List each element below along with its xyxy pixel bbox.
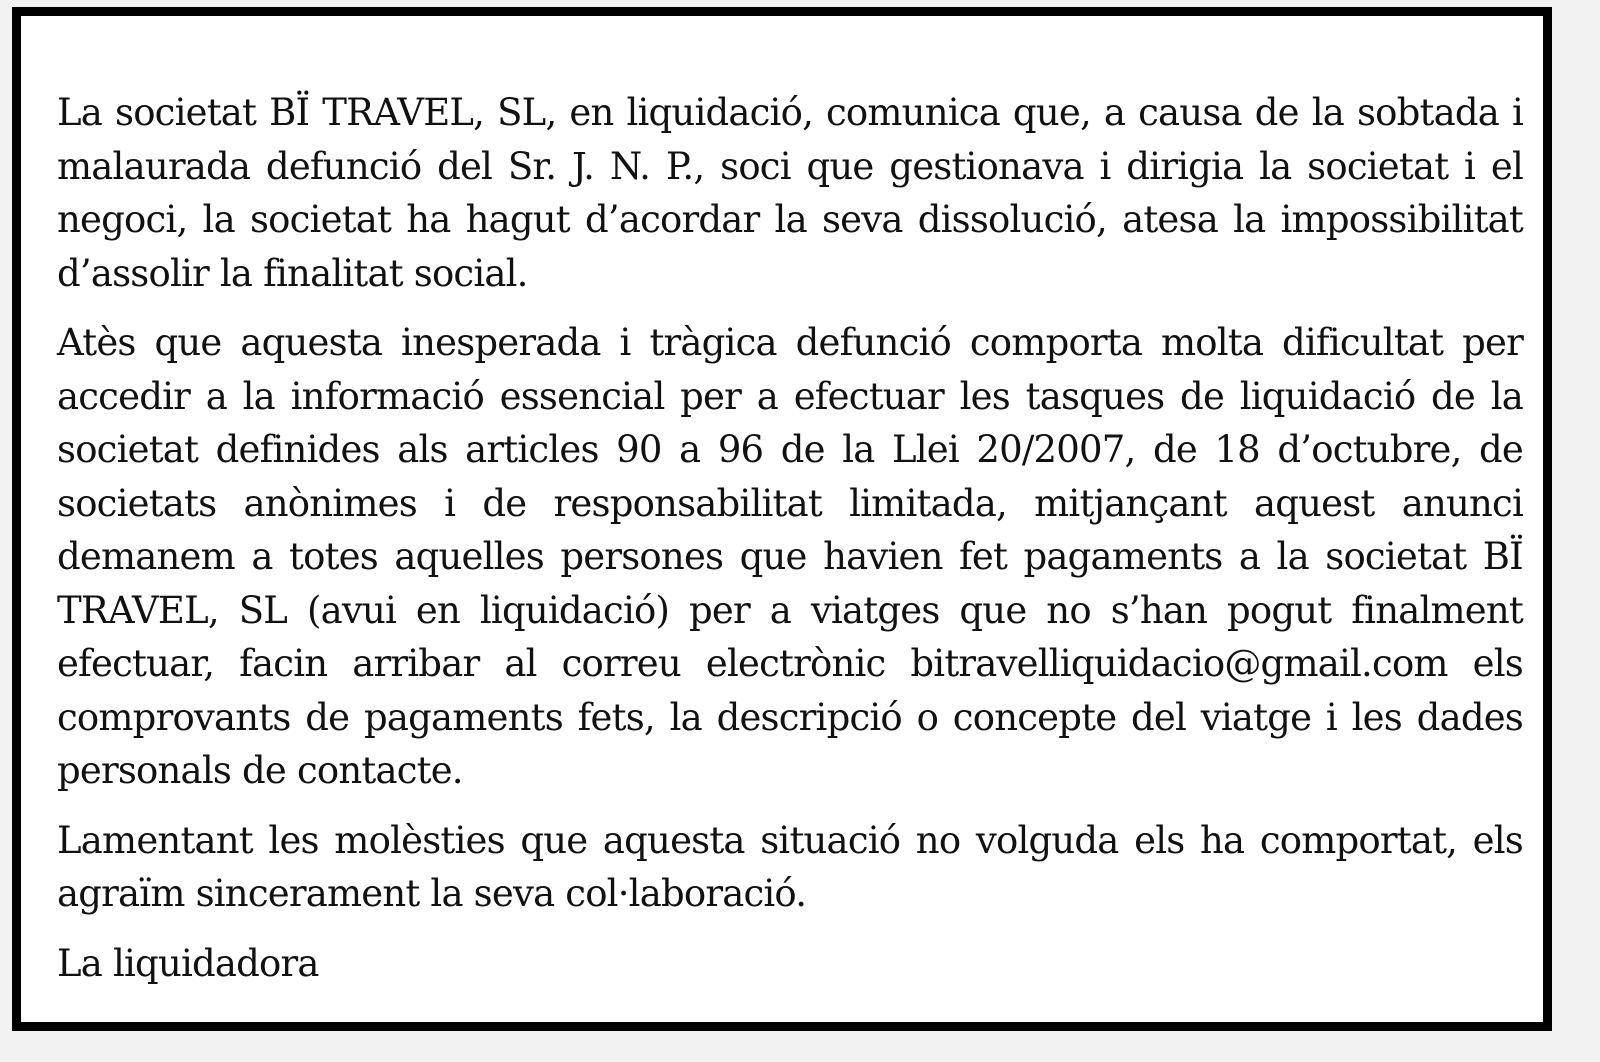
- notice-frame: [12, 7, 1552, 1031]
- notice-signature: La liquidadora: [57, 941, 319, 985]
- notice-paragraph-thanks: Lamentant les molèsties que aquesta situació no volguda els ha comportat, els agraïm sincerament la seva col·laboració.: [57, 818, 1523, 915]
- notice-body: [57, 86, 1523, 990]
- notice-paragraph-dissolution: La societat BÏ TRAVEL, SL, en liquidació, comunica que, a causa de la sobtada i malaurada defunció del Sr. J. N. P., soci que gestionava i dirigia la societat i el negoci, la societat ha hagut d’acordar la seva dissolució, atesa la impossibilitat d’assolir la finalitat social.: [57, 91, 1523, 295]
- notice-paragraph-request: Atès que aquesta inesperada i tràgica defunció comporta molta dificultat per accedir a la informació essencial per a efectuar les tasques de liquidació de la societat definides als articles 90 a 96 de la Llei 20/2007, de 18 d’octubre, de societats anònimes i de responsabilitat limitada, mitjançant aquest anunci demanem a totes aquelles persones que havien fet pagaments a la societat BÏ TRAVEL, SL (avui en liquidació) per a viatges que no s’han pogut finalment efectuar, facin arribar al correu electrònic bitravelliquidacio@gmail.com els comprovants de pagaments fets, la descripció o concepte del viatge i les dades personals de contacte.: [57, 321, 1523, 792]
